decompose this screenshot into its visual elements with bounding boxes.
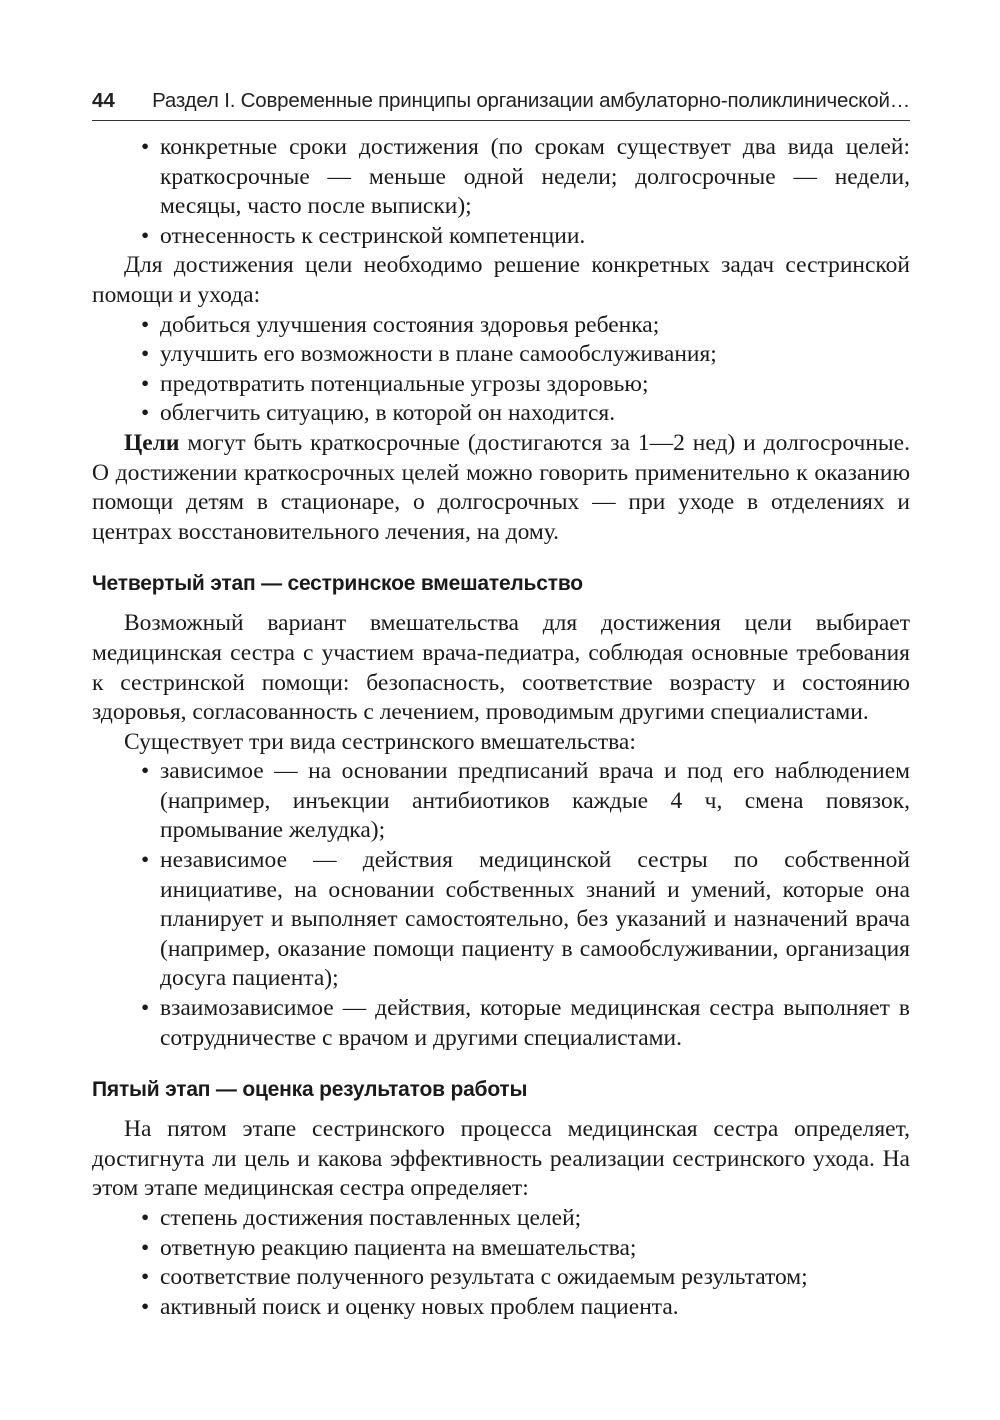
list-item: • взаимозависимое — действия, которые медицинская сестра выполняет в сотрудничестве с врачом и другими специалистами.	[92, 994, 910, 1053]
list-item: • конкретные сроки достижения (по срокам существует два вида целей: краткосрочные — меньше одной недели; долгосрочные — недели, месяцы, часто после выписки);	[92, 133, 910, 222]
running-header	[92, 86, 910, 120]
stage-5-paragraph: На пятом этапе сестринского процесса медицинская сестра определяет, достигнута ли цель и какова эффективность реализации сестринского ухода. На этом этапе медицинская сестра определяет:	[92, 1116, 910, 1202]
evaluation-list	[92, 1204, 910, 1322]
list-item: • соответствие полученного результата с ожидаемым результатом;	[92, 1263, 910, 1293]
goal-criteria-list	[92, 133, 910, 251]
section-heading-stage-5: Пятый этап — оценка результатов работы	[92, 1078, 528, 1102]
list-item: • независимое — действия медицинской сестры по собственной инициативе, на основании собственных знаний и умений, которые она планирует и выполняет самостоятельно, без указаний и назначений врача (например, оказание помощи пациенту в самообслуживании, организация досуга пациента);	[92, 846, 910, 994]
page-body	[92, 133, 910, 1322]
list-item: • отнесенность к сестринской компетенции.	[92, 222, 910, 252]
goals-paragraph-text: могут быть краткосрочные (достигаются за 1—2 нед) и долгосрочные. О достижении краткосрочных целей можно говорить применительно к оказанию помощи детям в стационаре, о долгосрочных — при уходе в отделениях и центрах восстановительного лечения, на дому.	[92, 429, 910, 545]
page-number: 44	[92, 89, 115, 112]
tasks-intro-paragraph: Для достижения цели необходимо решение конкретных задач сестринской помощи и ухода:	[92, 252, 910, 308]
bold-term: Цели	[124, 429, 180, 456]
list-item: • улучшить его возможности в плане самообслуживания;	[92, 340, 910, 370]
list-item: • предотвратить потенциальные угрозы здоровью;	[92, 370, 910, 400]
list-item: • степень достижения поставленных целей;	[92, 1204, 910, 1234]
list-item: • облегчить ситуацию, в которой он находится.	[92, 399, 910, 429]
running-title: Раздел I. Современные принципы организации амбулаторно-поликлинической…	[152, 89, 910, 112]
intervention-types-intro: Существует три вида сестринского вмешательства:	[124, 728, 636, 755]
list-item: • ответную реакцию пациента на вмешательства;	[92, 1234, 910, 1264]
header-divider	[92, 120, 910, 121]
tasks-list	[92, 311, 910, 429]
stage-4-paragraph: Возможный вариант вмешательства для достижения цели выбирает медицинская сестра с участием врача-педиатра, соблюдая основные требования к сестринской помощи: безопасность, соответствие возрасту и состоянию здоровья, согласованность с лечением, проводимым другими специалистами.	[92, 610, 910, 726]
list-item: • зависимое — на основании предписаний врача и под его наблюдением (например, инъекции антибиотиков каждые 4 ч, смена повязок, промывание желудка);	[92, 757, 910, 846]
section-heading-stage-4: Четвертый этап — сестринское вмешательство	[92, 572, 583, 596]
goals-paragraph	[92, 429, 910, 547]
list-item: • активный поиск и оценку новых проблем пациента.	[92, 1293, 910, 1323]
list-item: • добиться улучшения состояния здоровья ребенка;	[92, 311, 910, 341]
intervention-types-list	[92, 757, 910, 1053]
